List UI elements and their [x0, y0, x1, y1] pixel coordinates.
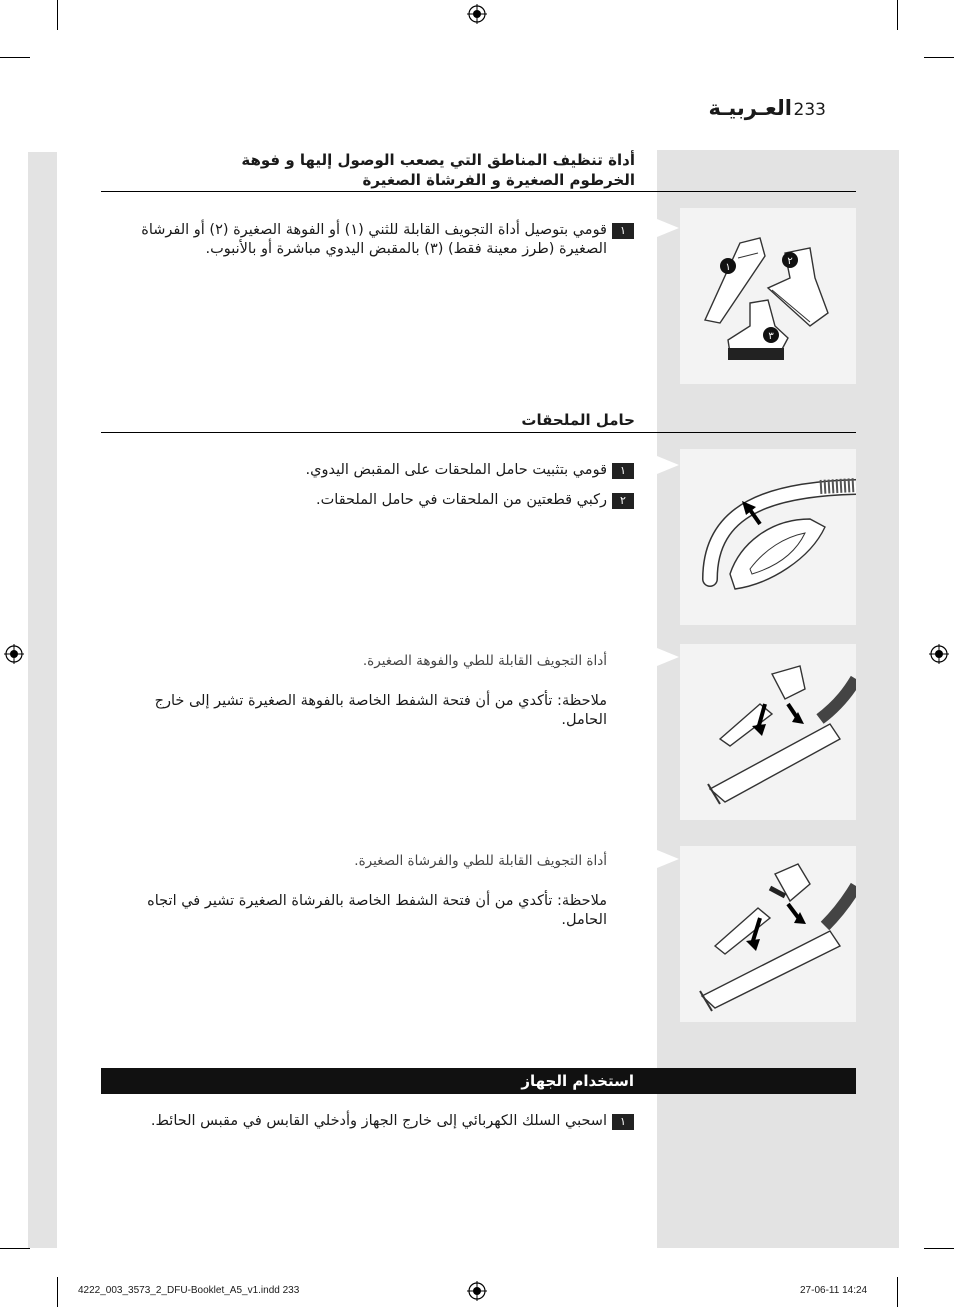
language-label: العـربيـة — [708, 96, 792, 120]
crop-mark-icon — [924, 1248, 954, 1249]
step-text: اسحبي السلك الكهربائي إلى خارج الجهاز وأدخلي القابس في مقبس الحائط. — [150, 1113, 607, 1129]
note-text: ملاحظة: تأكدي من أن فتحة الشفط الخاصة بالفرشاة الصغيرة تشير في اتجاه الحامل. — [147, 893, 607, 928]
crop-mark-icon — [0, 1248, 30, 1249]
figure-label-2: ٢ — [787, 256, 793, 267]
section-title-band — [101, 1068, 856, 1094]
section-title: استخدام الجهاز — [521, 1072, 634, 1090]
figure-nozzles — [680, 208, 856, 384]
section-title: أداة تنظيف المناطق التي يصعب الوصول إليها و فوهة الخرطوم الصغيرة و الفرشاة الصغيرة — [241, 151, 635, 189]
footer-filename: 4222_003_3573_2_DFU-Booklet_A5_v1.indd 233 — [78, 1285, 300, 1296]
section-divider — [101, 191, 856, 192]
figure-caption: أداة التجويف القابلة للطي والفرشاة الصغيرة. — [354, 853, 607, 869]
note-text: ملاحظة: تأكدي من أن فتحة الشفط الخاصة بالفوهة الصغيرة تشير إلى خارج الحامل. — [154, 693, 607, 728]
registration-mark-icon — [467, 1281, 487, 1301]
step-arrow-icon — [657, 850, 679, 868]
crop-mark-icon — [897, 0, 898, 30]
crop-mark-icon — [924, 57, 954, 58]
step-number: ١ — [612, 223, 634, 239]
figure-holder-brush — [680, 846, 856, 1022]
figure-holder-nozzle — [680, 644, 856, 820]
step-text: قومي بتثبيت حامل الملحقات على المقبض اليدوي. — [305, 462, 607, 478]
section-divider — [101, 432, 856, 433]
step-arrow-icon — [657, 648, 679, 666]
registration-mark-icon — [4, 644, 24, 664]
page-header — [620, 96, 826, 124]
registration-mark-icon — [929, 644, 949, 664]
step-text: قومي بتوصيل أداة التجويف القابلة للثني (١) أو الفوهة الصغيرة (٢) أو الفرشاة الصغيرة (طرز معينة فقط) (٣) بالمقبض اليدوي مباشرة أو بالأنبوب. — [141, 222, 607, 257]
crop-mark-icon — [57, 1277, 58, 1307]
step-number: ١ — [612, 463, 634, 479]
registration-mark-icon — [467, 4, 487, 24]
step-number: ٢ — [612, 493, 634, 509]
crop-mark-icon — [57, 0, 58, 30]
step-number: ١ — [612, 1114, 634, 1130]
step-arrow-icon — [657, 219, 679, 237]
crop-mark-icon — [897, 1277, 898, 1307]
figure-label-3: ٣ — [768, 331, 774, 342]
crop-mark-icon — [0, 57, 30, 58]
left-margin-band — [28, 152, 57, 1248]
figure-accessory-holder — [680, 449, 856, 625]
footer-date: 27-06-11 14:24 — [800, 1285, 868, 1296]
section-title: حامل الملحقات — [521, 411, 635, 429]
step-arrow-icon — [657, 456, 679, 474]
step-text: ركبي قطعتين من الملحقات في حامل الملحقات. — [316, 492, 607, 508]
figure-caption: أداة التجويف القابلة للطي والفوهة الصغيرة. — [362, 653, 607, 669]
figure-label-1: ١ — [725, 262, 731, 273]
page-number: 233 — [793, 100, 826, 120]
